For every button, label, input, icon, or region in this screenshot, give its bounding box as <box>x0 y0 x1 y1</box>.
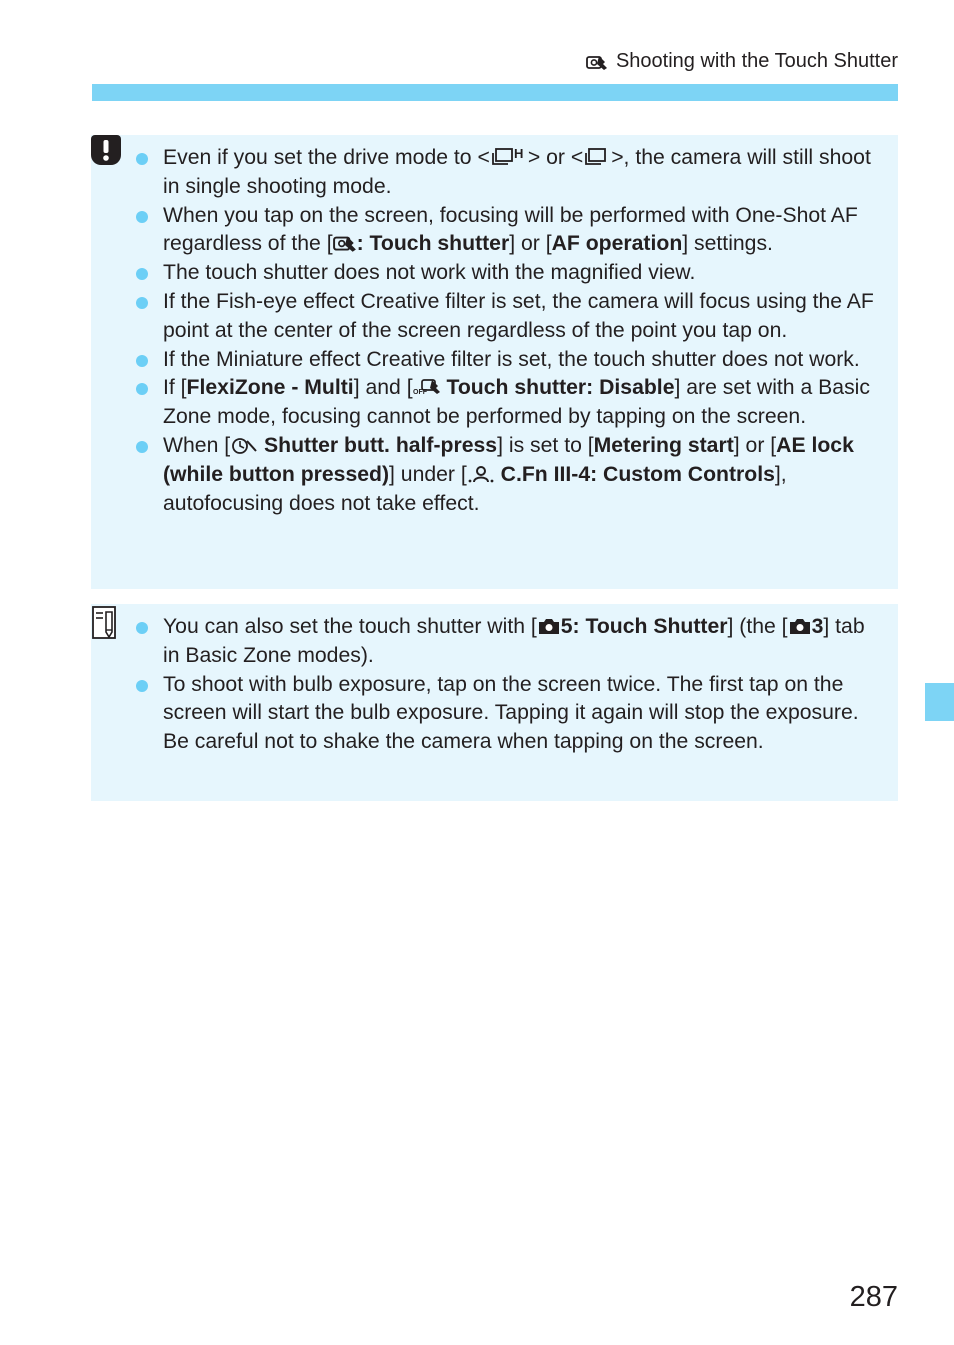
bullet-dot <box>136 622 148 634</box>
bullet-dot <box>136 211 148 223</box>
svg-text:OFF: OFF <box>412 389 427 397</box>
chapter-thumb-tab <box>925 683 954 721</box>
high-speed-continuous-icon <box>490 147 528 167</box>
list-item: You can also set the touch shutter with [ 5: Touch Shutter] (the [ 3] tab in Basic Zone modes). <box>163 613 884 671</box>
svg-text:H: H <box>513 147 524 161</box>
caution-box <box>91 135 898 589</box>
running-header <box>586 50 898 73</box>
touch-shutter-icon <box>333 233 357 253</box>
memo-pencil-icon <box>91 606 119 640</box>
header-accent-bar <box>92 84 898 101</box>
bullet-dot <box>136 355 148 367</box>
camera-shooting-tab-icon <box>537 616 561 636</box>
list-item: When [ Shutter butt. half-press] is set to [Metering start] or [AE lock (while button pressed)] under [ C.Fn III-4: Custom Controls], autofocusing does not take effect. <box>163 432 884 518</box>
caution-list <box>163 144 884 518</box>
bullet-dot <box>136 297 148 309</box>
list-item: If the Miniature effect Creative filter is set, the touch shutter does not work. <box>163 346 884 375</box>
note-list <box>163 613 884 757</box>
bullet-dot <box>136 383 148 395</box>
touch-shutter-off-icon <box>413 377 441 397</box>
caution-exclamation-icon <box>91 135 121 165</box>
bullet-dot <box>136 680 148 692</box>
list-item: To shoot with bulb exposure, tap on the screen twice. The first tap on the screen will start the bulb exposure. Tapping it again will stop the exposure. Be careful not to shake the camera when tapping on the screen. <box>163 671 884 757</box>
touch-shutter-icon <box>586 53 608 71</box>
header-title: Shooting with the Touch Shutter <box>615 50 898 72</box>
custom-functions-icon <box>467 464 495 484</box>
page-number: 287 <box>849 1281 898 1313</box>
list-item: Even if you set the drive mode to < H > or < >, the camera will still shoot in single shooting mode. <box>163 144 884 202</box>
metering-timer-icon <box>230 435 258 455</box>
bullet-dot <box>136 441 148 453</box>
camera-shooting-tab-icon <box>788 616 812 636</box>
note-box <box>91 604 898 801</box>
list-item: If [FlexiZone - Multi] and [ OFF Touch shutter: Disable] are set with a Basic Zone mode, focusing cannot be performed by tapping on the screen. <box>163 374 884 432</box>
bullet-dot <box>136 268 148 280</box>
low-speed-continuous-icon <box>583 147 611 167</box>
list-item: When you tap on the screen, focusing will be performed with One-Shot AF regardless of the [ : Touch shutter] or [AF operation] settings. <box>163 202 884 260</box>
bullet-dot <box>136 153 148 165</box>
list-item: The touch shutter does not work with the magnified view. <box>163 259 884 288</box>
list-item: If the Fish-eye effect Creative filter is set, the camera will focus using the AF point at the center of the screen regardless of the point you tap on. <box>163 288 884 346</box>
